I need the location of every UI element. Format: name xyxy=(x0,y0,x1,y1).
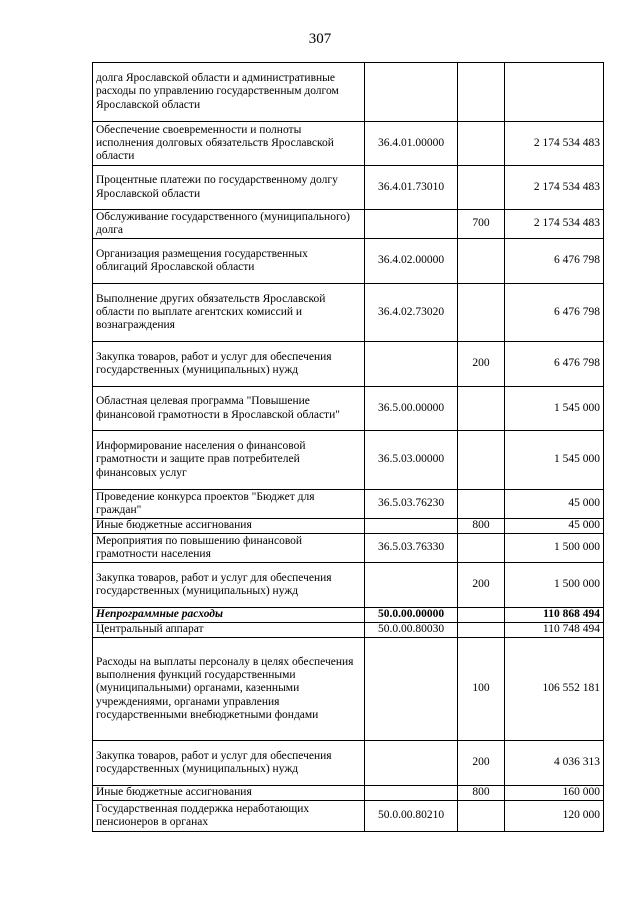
expense-type-cell: 200 xyxy=(458,563,505,608)
target-code-cell: 36.5.03.00000 xyxy=(365,431,458,490)
expense-type-cell: 100 xyxy=(458,638,505,741)
table-row xyxy=(93,623,604,638)
target-code-cell: 36.5.03.76230 xyxy=(365,490,458,519)
amount-cell: 110 748 494 xyxy=(505,623,604,638)
expense-type-cell xyxy=(458,490,505,519)
expense-type-cell: 800 xyxy=(458,786,505,801)
expense-name-cell: Обеспечение своевременности и полноты исполнения долговых обязательств Ярославской области xyxy=(93,122,365,166)
table-row xyxy=(93,801,604,832)
expense-type-cell xyxy=(458,122,505,166)
amount-cell: 1 545 000 xyxy=(505,431,604,490)
expense-name-cell: долга Ярославской области и административные расходы по управлению государственным долгом Ярославской области xyxy=(93,63,365,122)
expense-type-cell: 200 xyxy=(458,342,505,387)
amount-cell: 6 476 798 xyxy=(505,342,604,387)
target-code-cell xyxy=(365,638,458,741)
amount-cell: 110 868 494 xyxy=(505,608,604,623)
amount-cell: 120 000 xyxy=(505,801,604,832)
expense-name-cell: Мероприятия по повышению финансовой грамотности населения xyxy=(93,534,365,563)
amount-cell xyxy=(505,63,604,122)
expense-name-cell: Непрограммные расходы xyxy=(93,608,365,623)
target-code-cell xyxy=(365,741,458,786)
table-row xyxy=(93,342,604,387)
table-row xyxy=(93,122,604,166)
expense-name-cell: Выполнение других обязательств Ярославской области по выплате агентских комиссий и вознаграждения xyxy=(93,284,365,342)
expense-type-cell: 200 xyxy=(458,741,505,786)
expense-type-cell: 700 xyxy=(458,210,505,239)
table-row xyxy=(93,608,604,623)
target-code-cell xyxy=(365,63,458,122)
target-code-cell: 36.4.02.73020 xyxy=(365,284,458,342)
expense-type-cell xyxy=(458,63,505,122)
table-row xyxy=(93,638,604,741)
amount-cell: 1 545 000 xyxy=(505,387,604,431)
target-code-cell xyxy=(365,342,458,387)
target-code-cell: 50.0.00.80030 xyxy=(365,623,458,638)
target-code-cell xyxy=(365,519,458,534)
expense-name-cell: Проведение конкурса проектов "Бюджет для граждан" xyxy=(93,490,365,519)
table-row xyxy=(93,741,604,786)
page-number: 307 xyxy=(308,31,332,47)
amount-cell: 1 500 000 xyxy=(505,534,604,563)
expense-name-cell: Организация размещения государственных облигаций Ярославской области xyxy=(93,239,365,284)
table-row xyxy=(93,786,604,801)
expense-type-cell xyxy=(458,284,505,342)
table-row xyxy=(93,519,604,534)
target-code-cell xyxy=(365,210,458,239)
amount-cell: 6 476 798 xyxy=(505,239,604,284)
amount-cell: 6 476 798 xyxy=(505,284,604,342)
table-row xyxy=(93,534,604,563)
budget-table xyxy=(92,62,604,832)
expense-name-cell: Закупка товаров, работ и услуг для обеспечения государственных (муниципальных) нужд xyxy=(93,342,365,387)
expense-name-cell: Иные бюджетные ассигнования xyxy=(93,786,365,801)
amount-cell: 106 552 181 xyxy=(505,638,604,741)
amount-cell: 160 000 xyxy=(505,786,604,801)
table-row xyxy=(93,490,604,519)
amount-cell: 45 000 xyxy=(505,519,604,534)
target-code-cell: 36.4.01.00000 xyxy=(365,122,458,166)
table-row xyxy=(93,387,604,431)
expense-type-cell: 800 xyxy=(458,519,505,534)
expense-type-cell xyxy=(458,239,505,284)
expense-type-cell xyxy=(458,801,505,832)
target-code-cell: 50.0.00.80210 xyxy=(365,801,458,832)
target-code-cell: 50.0.00.00000 xyxy=(365,608,458,623)
target-code-cell: 36.4.02.00000 xyxy=(365,239,458,284)
table-row xyxy=(93,563,604,608)
expense-type-cell xyxy=(458,534,505,563)
expense-name-cell: Закупка товаров, работ и услуг для обеспечения государственных (муниципальных) нужд xyxy=(93,563,365,608)
table-row xyxy=(93,63,604,122)
expense-name-cell: Обслуживание государственного (муниципального) долга xyxy=(93,210,365,239)
table-row xyxy=(93,431,604,490)
expense-name-cell: Закупка товаров, работ и услуг для обеспечения государственных (муниципальных) нужд xyxy=(93,741,365,786)
amount-cell: 1 500 000 xyxy=(505,563,604,608)
expense-name-cell: Областная целевая программа "Повышение финансовой грамотности в Ярославской области" xyxy=(93,387,365,431)
table-row xyxy=(93,239,604,284)
expense-name-cell: Процентные платежи по государственному долгу Ярославской области xyxy=(93,166,365,210)
expense-type-cell xyxy=(458,387,505,431)
amount-cell: 2 174 534 483 xyxy=(505,210,604,239)
amount-cell: 45 000 xyxy=(505,490,604,519)
expense-name-cell: Расходы на выплаты персоналу в целях обеспечения выполнения функций государственными (муниципальными) органами, казенными учреждениями, органами управления государственными внебюджетными фондами xyxy=(93,638,365,741)
table-row xyxy=(93,166,604,210)
target-code-cell: 36.4.01.73010 xyxy=(365,166,458,210)
expense-name-cell: Государственная поддержка неработающих пенсионеров в органах xyxy=(93,801,365,832)
amount-cell: 2 174 534 483 xyxy=(505,122,604,166)
amount-cell: 4 036 313 xyxy=(505,741,604,786)
expense-name-cell: Информирование населения о финансовой грамотности и защите прав потребителей финансовых услуг xyxy=(93,431,365,490)
expense-type-cell xyxy=(458,623,505,638)
expense-type-cell xyxy=(458,608,505,623)
table-row xyxy=(93,284,604,342)
expense-name-cell: Иные бюджетные ассигнования xyxy=(93,519,365,534)
target-code-cell xyxy=(365,563,458,608)
expense-name-cell: Центральный аппарат xyxy=(93,623,365,638)
expense-type-cell xyxy=(458,431,505,490)
table-row xyxy=(93,210,604,239)
target-code-cell: 36.5.00.00000 xyxy=(365,387,458,431)
target-code-cell xyxy=(365,786,458,801)
expense-type-cell xyxy=(458,166,505,210)
amount-cell: 2 174 534 483 xyxy=(505,166,604,210)
target-code-cell: 36.5.03.76330 xyxy=(365,534,458,563)
